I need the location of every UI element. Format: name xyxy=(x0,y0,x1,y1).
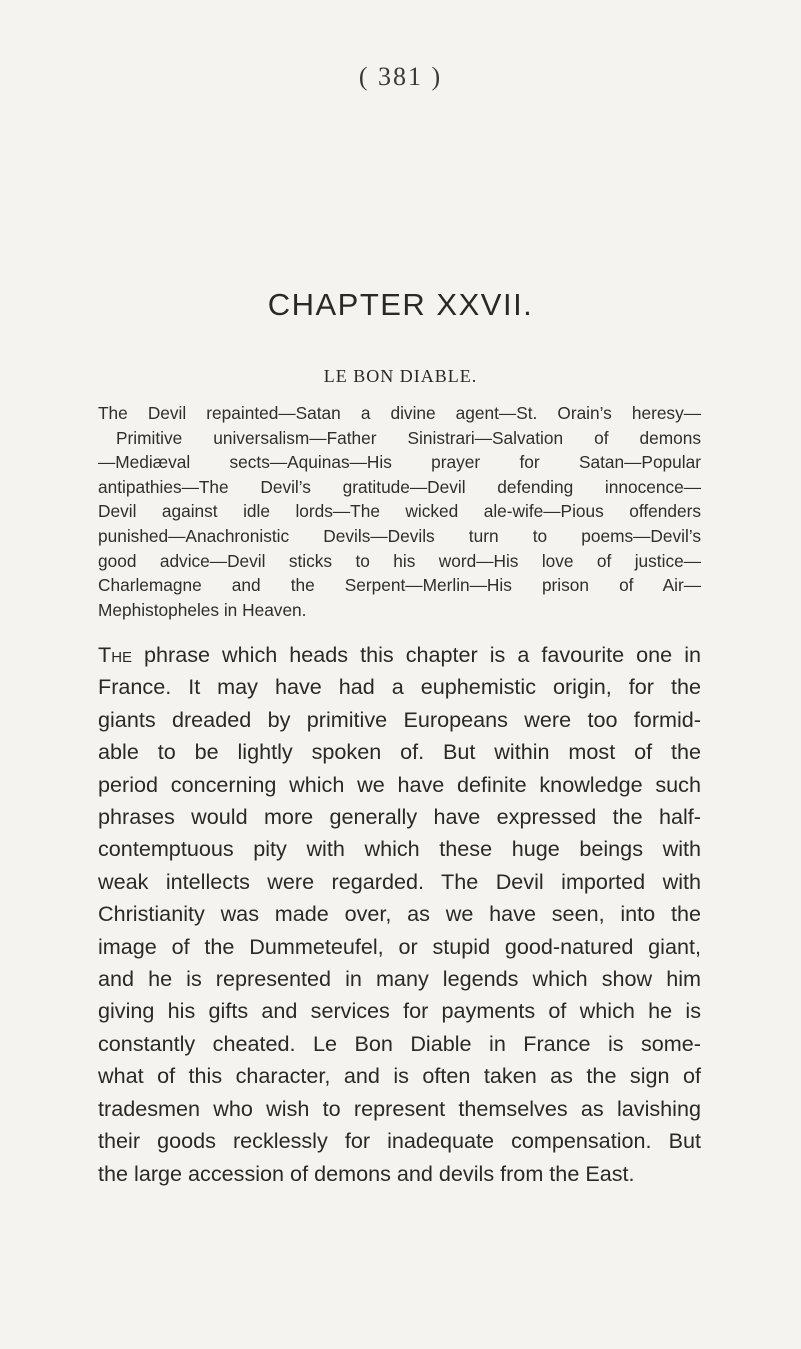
body-line: what of this character, and is often taken as the sign of xyxy=(98,1063,701,1089)
body-line: giants dreaded by primitive Europeans were too formid- xyxy=(98,706,701,732)
synopsis-line: —Mediæval sects—Aquinas—His prayer for Satan—Popular xyxy=(98,452,701,473)
synopsis-line: Primitive universalism—Father Sinistrari—Salvation of demons xyxy=(116,427,701,448)
body-line: able to be lightly spoken of. But within most of the xyxy=(98,739,701,765)
body-line: France. It may have had a euphemistic origin, for the xyxy=(98,674,701,700)
body-line: Christianity was made over, as we have seen, into the xyxy=(98,901,701,927)
body-line: weak intellects were regarded. The Devil imported with xyxy=(98,868,701,894)
synopsis-line: punished—Anachronistic Devils—Devils turn to poems—Devil’s xyxy=(98,525,701,546)
body-line: image of the Dummeteufel, or stupid good-natured giant, xyxy=(98,933,701,959)
body-line-text: phrase which heads this chapter is a favourite one in xyxy=(132,642,701,667)
synopsis-line: good advice—Devil sticks to his word—His love of justice— xyxy=(98,550,701,571)
body-line: contemptuous pity with which these huge beings with xyxy=(98,836,701,862)
synopsis-line: antipathies—The Devil’s gratitude—Devil defending innocence— xyxy=(98,476,701,497)
body-line: giving his gifts and services for payments of which he is xyxy=(98,998,701,1024)
body-paragraph xyxy=(98,639,701,1190)
opening-word: The xyxy=(98,642,133,667)
body-line: and he is represented in many legends which show him xyxy=(98,966,701,992)
body-line: the large accession of demons and devils from the East. xyxy=(98,1160,635,1186)
synopsis-line: Charlemagne and the Serpent—Merlin—His prison of Air— xyxy=(98,575,701,596)
chapter-subtitle: LE BON DIABLE. xyxy=(323,366,478,386)
synopsis-line: Devil against idle lords—The wicked ale-wife—Pious offenders xyxy=(98,501,701,522)
body-line: constantly cheated. Le Bon Diable in France is some- xyxy=(98,1030,701,1056)
body-line: period concerning which we have definite knowledge such xyxy=(98,771,701,797)
chapter-synopsis xyxy=(98,401,701,622)
synopsis-line: The Devil repainted—Satan a divine agent—St. Orain’s heresy— xyxy=(98,403,701,423)
chapter-title: CHAPTER XXVII. xyxy=(267,287,534,322)
synopsis-line: Mephistopheles in Heaven. xyxy=(98,599,307,620)
body-line: tradesmen who wish to represent themselves as lavishing xyxy=(98,1095,701,1121)
page-number: ( 381 ) xyxy=(358,62,443,91)
body-line xyxy=(98,639,701,671)
body-line: phrases would more generally have expressed the half- xyxy=(98,804,701,830)
body-line: their goods recklessly for inadequate compensation. But xyxy=(98,1128,701,1154)
